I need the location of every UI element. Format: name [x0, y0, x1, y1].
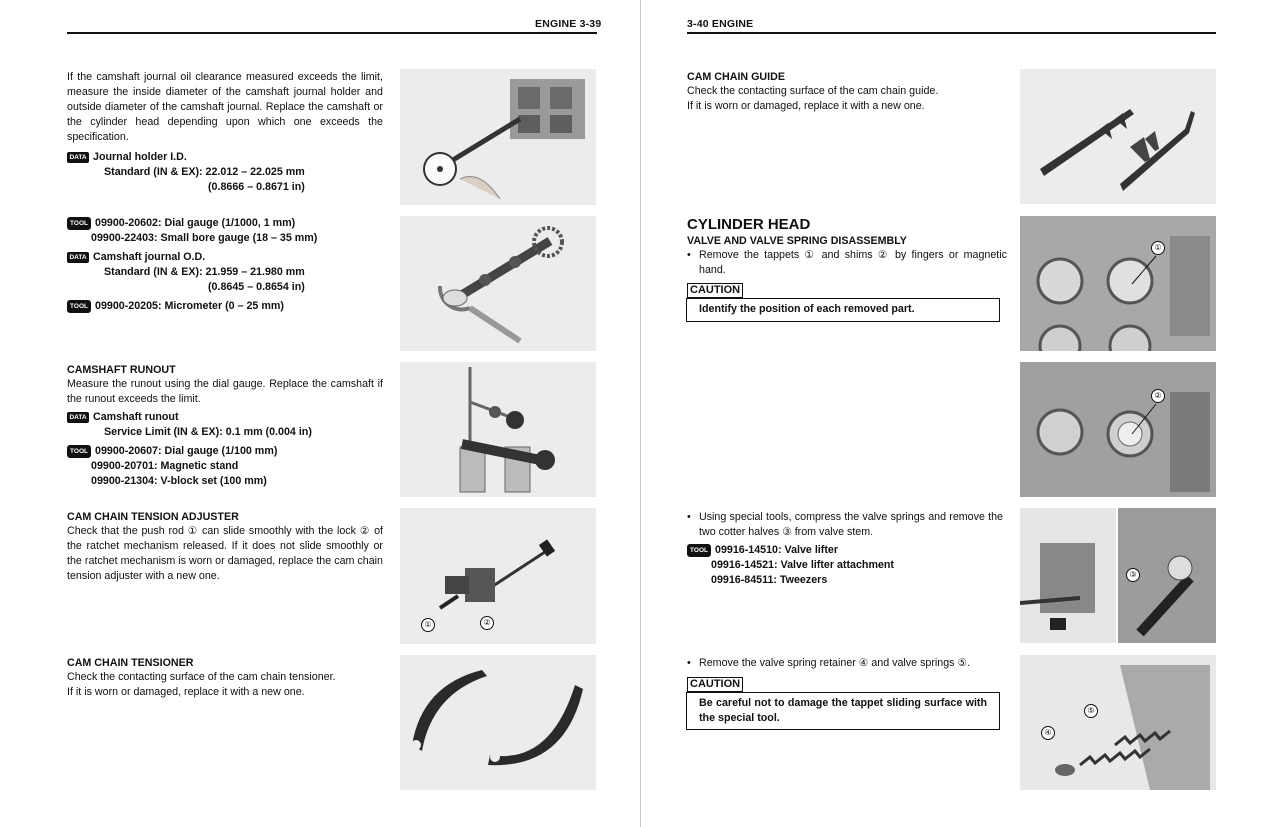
compress-step	[687, 510, 1003, 540]
section-text: Measure the runout using the dial gauge. Replace the camshaft if the runout exceeds the limit.	[67, 378, 383, 405]
section-title: CAM CHAIN TENSIONER	[67, 657, 194, 669]
guide-section	[687, 70, 1007, 114]
tool-line: 09916-84511: Tweezers	[711, 574, 828, 586]
tool-icon: TOOL	[687, 544, 711, 557]
callout-3: ③	[1126, 568, 1140, 582]
photo-chain-tensioner	[400, 655, 596, 790]
tool-line: 09900-21304: V-block set (100 mm)	[91, 475, 267, 487]
tool-icon: TOOL	[67, 300, 91, 313]
tool-icon: TOOL	[67, 217, 91, 230]
spec-line: Standard (IN & EX): 22.012 – 22.025 mm	[104, 166, 305, 178]
caution-label	[687, 280, 743, 298]
bullet-text: Using special tools, compress the valve springs and remove the two cotter halves ③ from valve stem.	[699, 511, 1003, 538]
section-text: Check that the push rod ① can slide smoothly with the lock ② of the ratchet mechanism released. If it does not slide smoothly or the ratchet mechanism is worn or damaged, replace the cam chain tension adjuster with a new one.	[67, 525, 383, 582]
section-title: VALVE AND VALVE SPRING DISASSEMBLY	[687, 235, 907, 247]
section-text: Check the contacting surface of the cam chain guide.	[687, 85, 939, 97]
section-text: If it is worn or damaged, replace it with a new one.	[687, 100, 925, 112]
spec-line-inch: (0.8645 – 0.8654 in)	[208, 281, 305, 293]
data-icon: DATA	[67, 152, 89, 163]
caution-badge: CAUTION	[687, 283, 743, 298]
section-title: CAMSHAFT RUNOUT	[67, 364, 176, 376]
spec-line: Standard (IN & EX): 21.959 – 21.980 mm	[104, 266, 305, 278]
caution-label-2	[687, 674, 743, 692]
callout-1: ①	[421, 618, 435, 632]
bullet-item: • Remove the valve spring retainer ④ and valve springs ⑤.	[687, 657, 971, 669]
tool-line: 09900-20607: Dial gauge (1/100 mm)	[95, 445, 278, 457]
photo-valve-lifter	[1020, 508, 1216, 643]
callout-4: ④	[1041, 726, 1055, 740]
spec-title: Camshaft journal O.D.	[93, 251, 206, 263]
page-header: 3-40 ENGINE	[687, 18, 754, 30]
tensioner-section	[67, 656, 387, 700]
photo-runout-vblock	[400, 362, 596, 497]
page-header: ENGINE 3-39	[535, 18, 602, 30]
tool-line: 09900-20602: Dial gauge (1/1000, 1 mm)	[95, 217, 296, 229]
intro-block	[67, 70, 383, 145]
tool-icon: TOOL	[67, 445, 91, 458]
bullet-item: • Using special tools, compress the valve springs and remove the two cotter halves ③ from valve stem.	[687, 511, 1003, 538]
section-title: CAM CHAIN GUIDE	[687, 71, 785, 83]
spec-runout	[67, 410, 387, 440]
retainer-step	[687, 656, 1007, 671]
section-text: If it is worn or damaged, replace it with a new one.	[67, 686, 305, 698]
callout-5: ⑤	[1084, 704, 1098, 718]
spec-title: Camshaft runout	[93, 411, 179, 423]
chapter-title: CYLINDER HEAD	[687, 216, 811, 233]
callout-2: ②	[480, 616, 494, 630]
photo-camshaft-micrometer	[400, 216, 596, 351]
data-icon: DATA	[67, 252, 89, 263]
spec-journal-holder	[67, 150, 387, 195]
spec-line-inch: (0.8666 – 0.8671 in)	[208, 181, 305, 193]
page-gutter	[640, 0, 641, 827]
caution-box-2: Be careful not to damage the tappet sliding surface with the special tool.	[686, 692, 1000, 730]
tools-block-3	[67, 444, 387, 489]
tools-block-2	[67, 299, 387, 314]
data-icon: DATA	[67, 412, 89, 423]
caution-badge: CAUTION	[687, 677, 743, 692]
section-text: Check the contacting surface of the cam chain tensioner.	[67, 671, 336, 683]
bullet-item: • Remove the tappets ① and shims ② by fingers or magnetic hand.	[687, 249, 1007, 276]
runout-section	[67, 363, 383, 407]
bullet-text: Remove the tappets ① and shims ② by fingers or magnetic hand.	[699, 249, 1007, 276]
tool-line: 09916-14521: Valve lifter attachment	[711, 559, 894, 571]
tools-block-1	[67, 216, 397, 246]
callout-2: ②	[1151, 389, 1165, 403]
tool-line: 09900-20205: Micrometer (0 – 25 mm)	[95, 300, 284, 312]
caution-box-1: Identify the position of each removed part.	[686, 298, 1000, 322]
intro-text: If the camshaft journal oil clearance measured exceeds the limit, measure the inside diameter of the camshaft journal holder and outside diameter of the camshaft journal. Replace the camshaft or the cylinder head depending upon which one exceeds the specification.	[67, 71, 383, 143]
tool-line: 09900-22403: Small bore gauge (18 – 35 mm)	[91, 232, 318, 244]
tools-block-4	[687, 543, 1007, 588]
adjuster-section	[67, 510, 383, 584]
photo-chain-guide	[1020, 69, 1216, 204]
header-rule	[687, 32, 1216, 34]
spec-journal-od	[67, 250, 387, 295]
tool-line: 09916-14510: Valve lifter	[715, 544, 838, 556]
spec-line: Service Limit (IN & EX): 0.1 mm (0.004 in)	[104, 426, 312, 438]
photo-valve-springs	[1020, 655, 1216, 790]
bullet-text: Remove the valve spring retainer ④ and valve springs ⑤.	[699, 657, 971, 669]
photo-tappets	[1020, 216, 1216, 351]
header-rule	[67, 32, 597, 34]
spec-title: Journal holder I.D.	[93, 151, 187, 163]
photo-camshaft-holder-measure	[400, 69, 596, 205]
tool-line: 09900-20701: Magnetic stand	[91, 460, 239, 472]
callout-1: ①	[1151, 241, 1165, 255]
right-page	[642, 0, 1280, 827]
photo-shims	[1020, 362, 1216, 497]
cylinder-head-section	[687, 216, 1007, 278]
section-title: CAM CHAIN TENSION ADJUSTER	[67, 511, 239, 523]
photo-tension-adjuster	[400, 508, 596, 644]
